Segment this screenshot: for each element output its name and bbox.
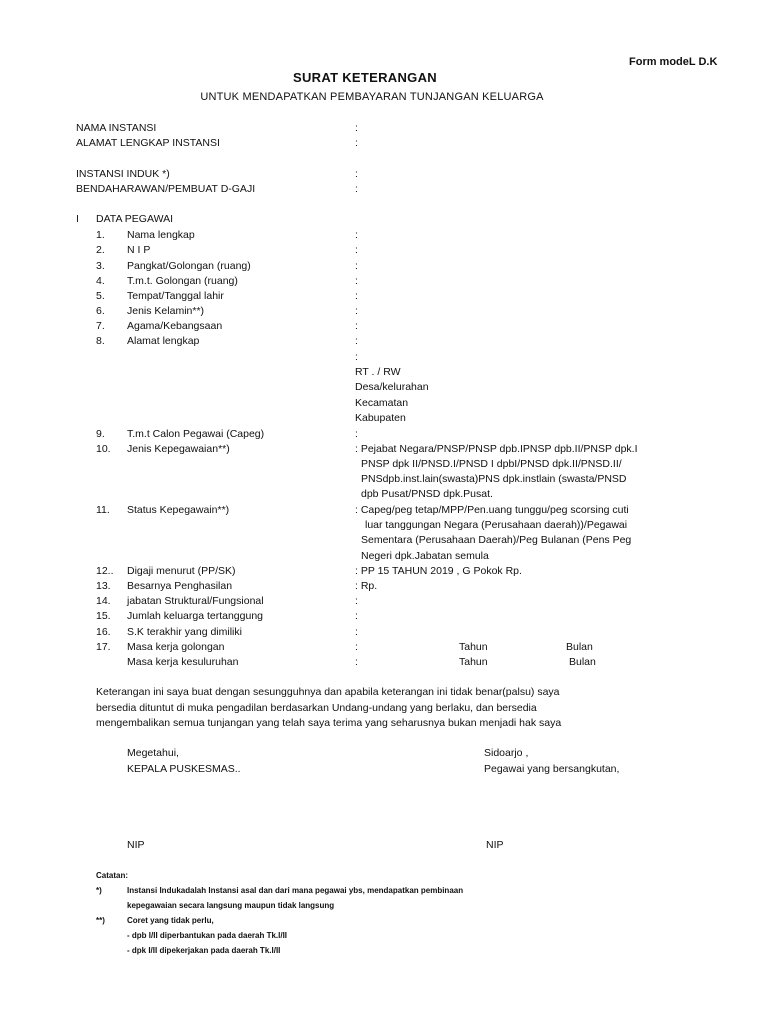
item-number: 2. (96, 244, 105, 256)
item-number: 9. (96, 428, 105, 440)
item-number: 16. (96, 626, 111, 638)
item-number: 13. (96, 580, 111, 592)
signature-right-nip: NIP (486, 839, 504, 851)
signature-right-title: Pegawai yang bersangkutan, (484, 763, 620, 775)
item-label: Status Kepegawain**) (127, 504, 230, 516)
item-label: Nama lengkap (127, 229, 195, 241)
notes-title: Catatan: (96, 871, 129, 880)
item-value: : (355, 641, 358, 653)
field-value-alamat-instansi: : (355, 137, 358, 149)
section-roman: I (76, 213, 79, 225)
field-label-nama-instansi: NAMA INSTANSI (76, 122, 157, 134)
statement-line: bersedia dituntut di muka pengadilan berdasarkan Undang-undang yang berlaku, dan bersedia (96, 702, 537, 714)
item-value: : (355, 260, 358, 272)
field-label-bendaharawan: BENDAHARAWAN/PEMBUAT D-GAJI (76, 183, 256, 195)
note-text: - dpb I/II diperbantukan pada daerah Tk.I/II (127, 931, 288, 940)
item-label: Jenis Kelamin**) (127, 305, 205, 317)
item-number: 5. (96, 290, 105, 302)
address-line-rt-rw: RT . / RW (355, 366, 401, 378)
jenis-kepegawaian-line: : Pejabat Negara/PNSP/PNSP dpb.IPNSP dpb.II/PNSP dpk.I (355, 443, 638, 455)
document-title: SURAT KETERANGAN (293, 70, 437, 85)
item-label: S.K terakhir yang dimiliki (127, 626, 242, 638)
field-value-instansi-induk: : (355, 168, 358, 180)
bulan-label: Bulan (566, 641, 593, 653)
address-line-desa: Desa/kelurahan (355, 381, 429, 393)
item-label: Jumlah keluarga tertanggung (127, 610, 264, 622)
item-value: : (355, 335, 358, 347)
tahun-label: Tahun (459, 641, 488, 653)
signature-left-nip: NIP (127, 839, 145, 851)
field-value-bendaharawan: : (355, 183, 358, 195)
note-marker: **) (96, 916, 105, 925)
item-value: : (355, 656, 358, 668)
status-kepegawaian-line: luar tanggungan Negara (Perusahaan daerah))/Pegawai (365, 519, 628, 531)
item-number: 12.. (96, 565, 114, 577)
item-number: 4. (96, 275, 105, 287)
item-number: 6. (96, 305, 105, 317)
note-text: kepegawaian secara langsung maupun tidak langsung (127, 901, 335, 910)
item-value: : (355, 610, 358, 622)
item-number: 14. (96, 595, 111, 607)
jenis-kepegawaian-line: dpb Pusat/PNSD dpk.Pusat. (361, 488, 493, 500)
form-model-label: Form modeL D.K (629, 56, 718, 68)
field-value-nama-instansi: : (355, 122, 358, 134)
status-kepegawaian-line: Negeri dpk.Jabatan semula (361, 550, 489, 562)
signature-left-caption: Megetahui, (127, 747, 179, 759)
item-number: 10. (96, 443, 111, 455)
field-label-instansi-induk: INSTANSI INDUK *) (76, 168, 170, 180)
item-label: Pangkat/Golongan (ruang) (127, 260, 251, 272)
item-label: Jenis Kepegawaian**) (127, 443, 230, 455)
item-value: : (355, 320, 358, 332)
bulan-label: Bulan (569, 656, 596, 668)
note-text: Instansi Indukadalah Instansi asal dan dari mana pegawai ybs, mendapatkan pembinaan (127, 886, 464, 895)
item-value: : PP 15 TAHUN 2019 , G Pokok Rp. (355, 565, 522, 577)
item-value: : (355, 229, 358, 241)
tahun-label: Tahun (459, 656, 488, 668)
item-number: 11. (96, 504, 110, 516)
item-value: : Rp. (355, 580, 378, 592)
item-value: : (355, 626, 358, 638)
item-label: Masa kerja kesuluruhan (127, 656, 239, 668)
status-kepegawaian-line: Sementara (Perusahaan Daerah)/Peg Bulanan (Pens Peg (361, 534, 632, 546)
item-label: Besarnya Penghasilan (127, 580, 233, 592)
address-line-kabupaten: Kabupaten (355, 412, 406, 424)
note-text: Coret yang tidak perlu, (127, 916, 214, 925)
status-kepegawaian-line: : Capeg/peg tetap/MPP/Pen.uang tunggu/peg scorsing cuti (355, 504, 629, 516)
item-label: Alamat lengkap (127, 335, 200, 347)
item-value: : (355, 290, 358, 302)
address-line: : (355, 351, 358, 363)
item-number: 17. (96, 641, 111, 653)
item-label: T.m.t. Golongan (ruang) (127, 275, 238, 287)
item-value: : (355, 275, 358, 287)
item-label: Masa kerja golongan (127, 641, 225, 653)
item-number: 1. (96, 229, 105, 241)
statement-line: Keterangan ini saya buat dengan sesungguhnya dan apabila keterangan ini tidak benar(palsu) saya (96, 686, 560, 698)
statement-line: mengembalikan semua tunjangan yang telah saya terima yang seharusnya bukan menjadi hak saya (96, 717, 562, 729)
item-value: : (355, 305, 358, 317)
item-number: 7. (96, 320, 105, 332)
item-label: jabatan Struktural/Fungsional (127, 595, 264, 607)
item-label: Digaji menurut (PP/SK) (127, 565, 236, 577)
section-title: DATA PEGAWAI (96, 213, 174, 225)
signature-left-title: KEPALA PUSKESMAS.. (127, 763, 241, 775)
document-subtitle: UNTUK MENDAPATKAN PEMBAYARAN TUNJANGAN KELUARGA (200, 91, 544, 103)
item-label: Tempat/Tanggal lahir (127, 290, 224, 302)
item-label: Agama/Kebangsaan (127, 320, 223, 332)
jenis-kepegawaian-line: PNSP dpk II/PNSD.I/PNSD I dpbI/PNSD dpk.II/PNSD.II/ (361, 458, 622, 470)
item-number: 15. (96, 610, 111, 622)
note-text: - dpk I/II dipekerjakan pada daerah Tk.I/II (127, 946, 281, 955)
item-value: : (355, 244, 358, 256)
item-value: : (355, 595, 358, 607)
signature-right-place: Sidoarjo , (484, 747, 529, 759)
item-number: 3. (96, 260, 105, 272)
note-marker: *) (96, 886, 102, 895)
address-line-kecamatan: Kecamatan (355, 397, 409, 409)
item-label: N I P (127, 244, 151, 256)
item-number: 8. (96, 335, 105, 347)
jenis-kepegawaian-line: PNSdpb.inst.lain(swasta)PNS dpk.instlain (swasta/PNSD (361, 473, 627, 485)
item-label: T.m.t Calon Pegawai (Capeg) (127, 428, 265, 440)
item-value: : (355, 428, 358, 440)
field-label-alamat-instansi: ALAMAT LENGKAP INSTANSI (76, 137, 220, 149)
